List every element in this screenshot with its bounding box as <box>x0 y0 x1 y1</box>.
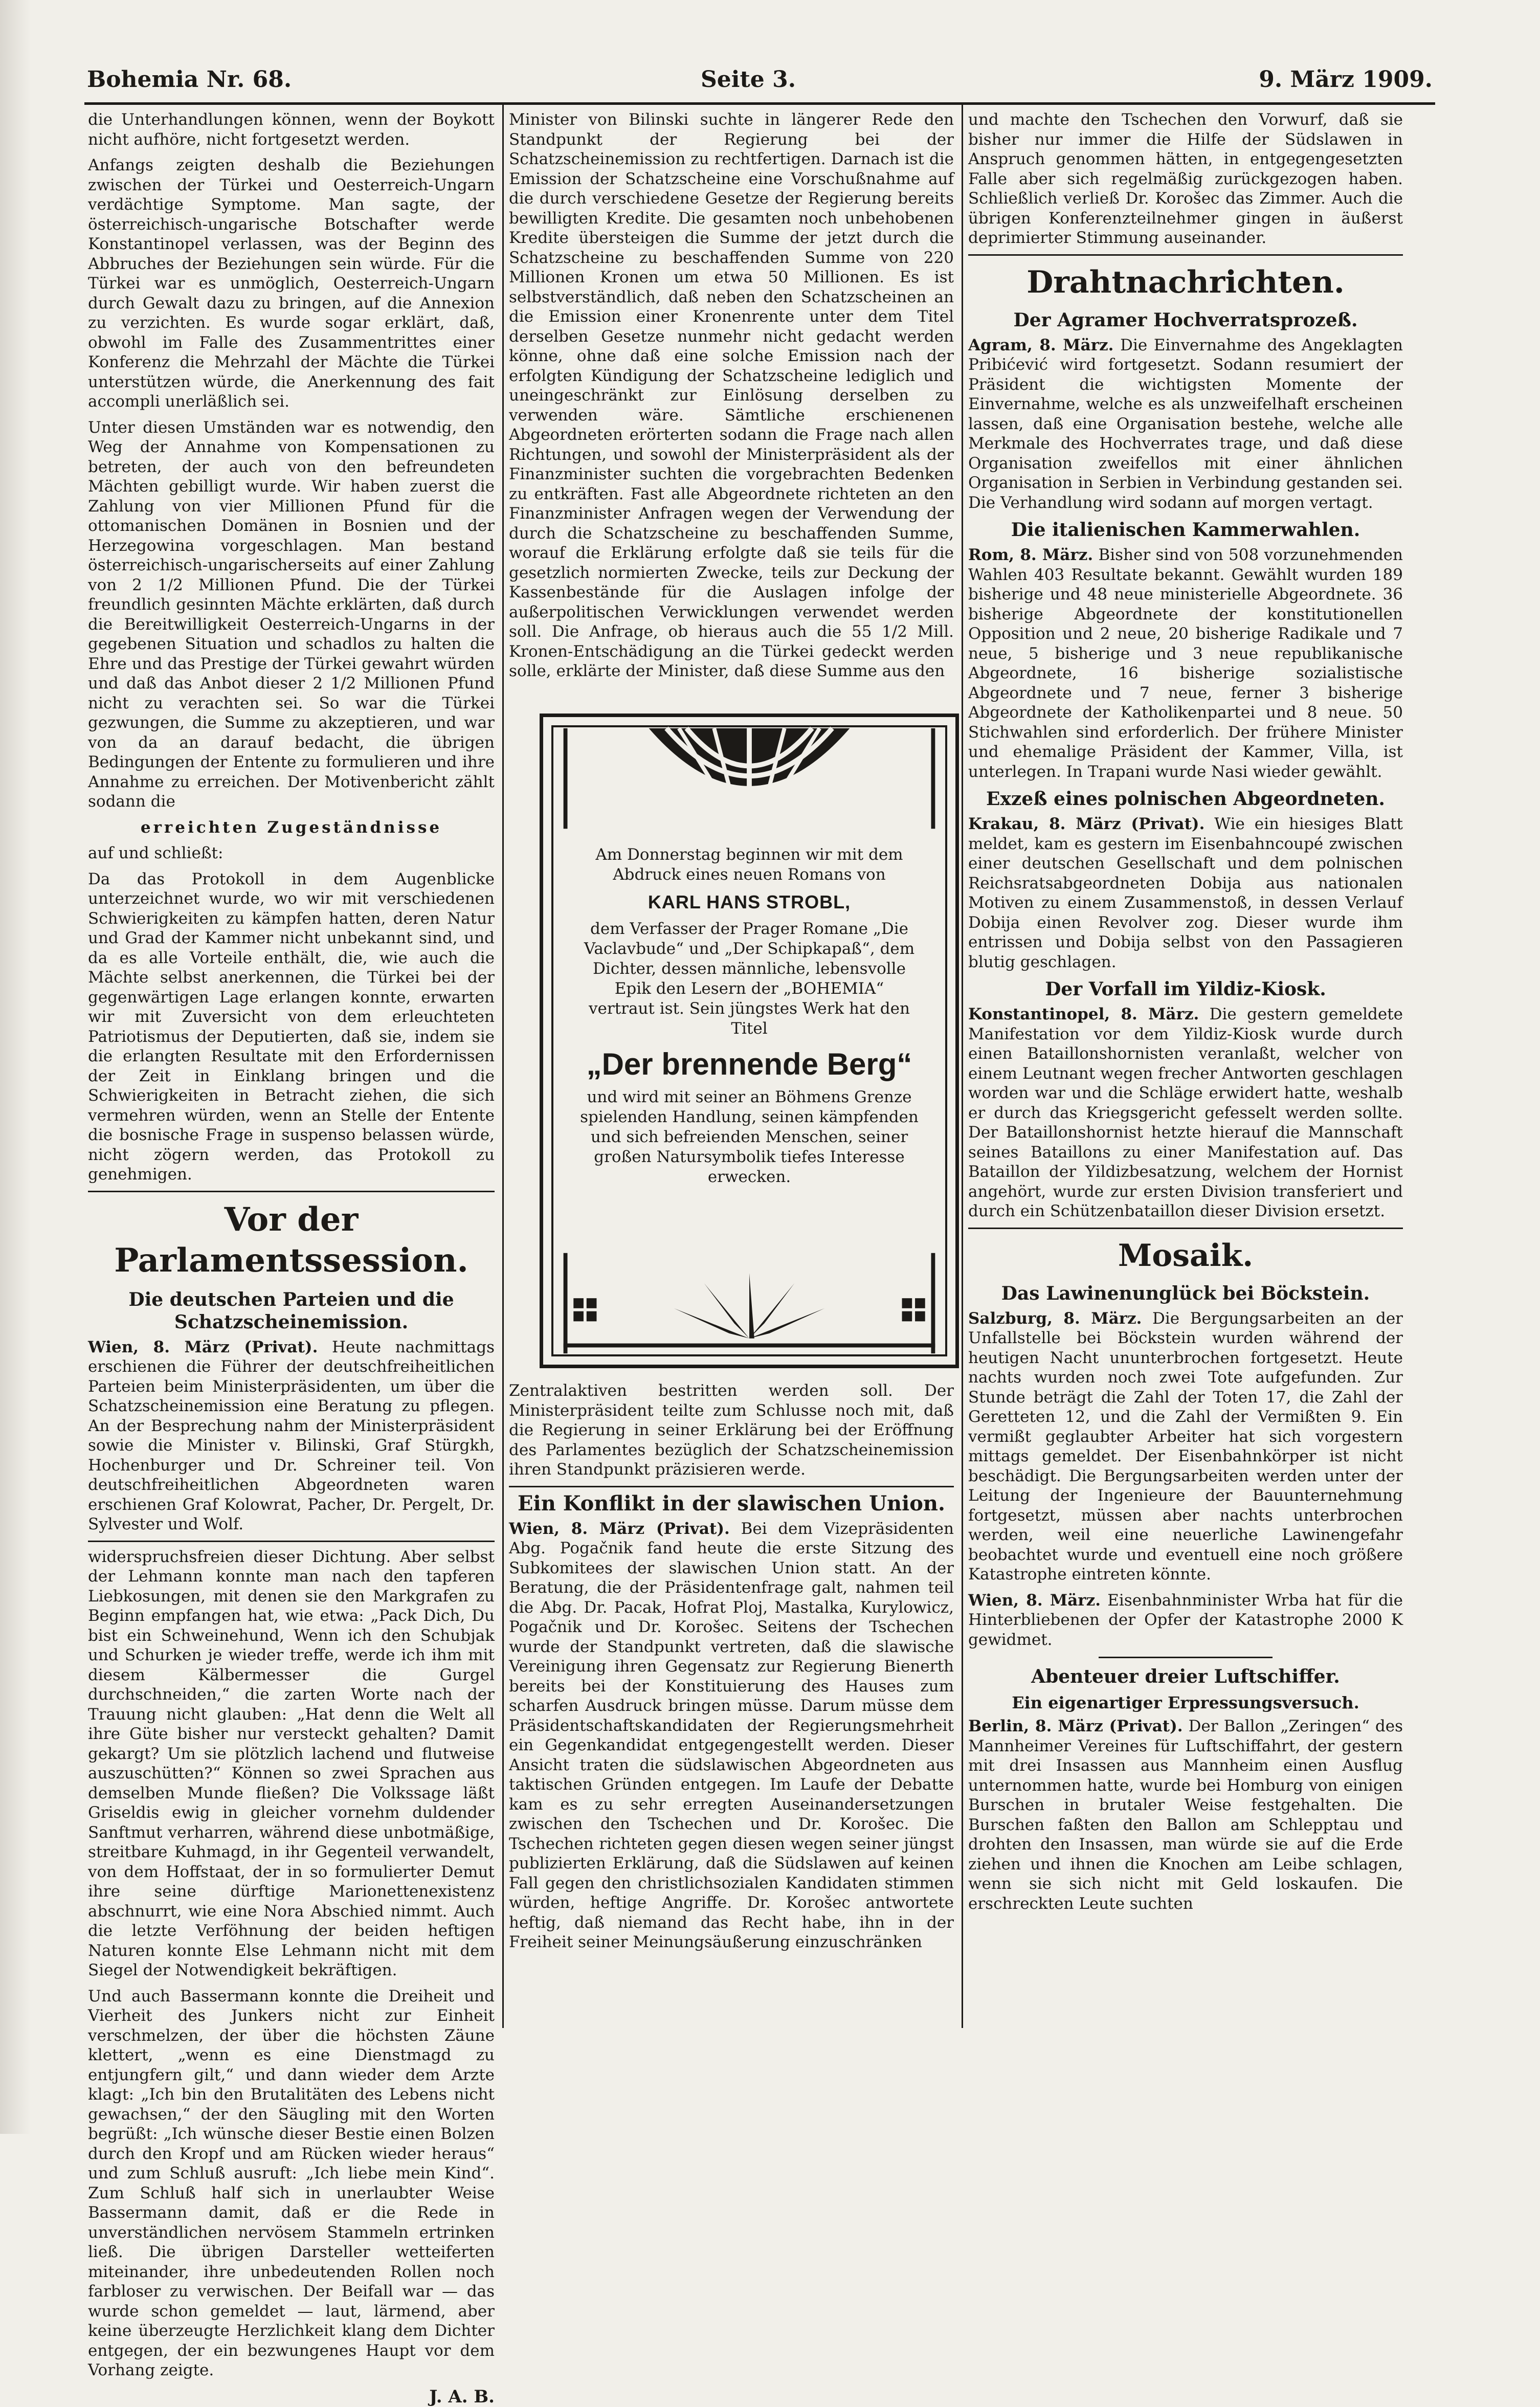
subheadline-yildiz-kiosk: Der Vorfall im Yildiz-Kiosk. <box>1045 978 1326 1000</box>
column-rule-1 <box>502 105 504 2028</box>
article-paragraph: widerspruchsfreien dieser Dichtung. Aber selbst der Lehmann konnte man nach den tapferen Liebkosungen, mit denen sie den Markgrafen zu Beginn empfangen hat, wie etwa: „Pack Dich, Du bist ein Schweinehund, Wenn ich den Schubjak und Schurken je wieder treffe, werde ich ihm mit diesem Kälbermesser die Gurgel durchschneiden,“ die zarten Worte nach der Trauung nicht glauben: „Hat denn die Welt all ihre Güte bisher nur versteckt gehalten? Damit gekargt? Um sie plötzlich lachend und flutweise auszuschütten?“ Können so zwei Sprachen aus demselben Munde fließen? Die Volkssage läßt Griseldis ewig in gleicher vornehm duldender Sanftmut verharren, während diese unbotmäßige, streitbare Kuhmagd, in ihr Gegenteil verwandelt, von dem Hoffstaat, der in so formulierter Demut ihre seine dürftige Marionettenexistenz abschnurrt, wie eine Nora Abschied nimmt. Auch die letzte Verföhnung der beiden heftigen Naturen konnte Else Lehmann nicht mit dem Siegel der Notwendigkeit bekräftigen. <box>88 1547 495 1979</box>
article-paragraph: Und auch Bassermann konnte die Dreiheit und Vierheit des Junkers nicht zur Einheit verschmelzen, der über die höchsten Zäune klettert, „wenn es eine Dienstmagd zu entjungfern gilt,“ und dann wieder dem Arzte klagt: „Ich bin den Brutalitäten des Lebens nicht gewachsen,“ der den Säugling mit den Worten begrüßt: „Ich wünsche dieser Bestie einen Bolzen durch den Kropf und am Rücken wieder heraus“ und zum Schluß ausruft: „Ich liebe mein Kind“. Zum Schluß half sich in unerlaubter Weise Bassermann damit, daß er die Rede in unverständlichen nervösem Stammeln ertrinken ließ. Die übrigen Darsteller wetteiferten miteinander, ihre unbedeutenden Rollen noch farbloser zu verwischen. Der Beifall war — das wurde schon gemeldet — laut, lärmend, aber keine überzeugte Herzlichkeit klang dem Dichter entgegen, der ein bezwungenes Haupt vor dem Vorhang zeigte. <box>88 1987 495 2379</box>
column-rule-2 <box>962 105 963 2028</box>
headline-wire-news: Drahtnachrichten. <box>1026 264 1345 300</box>
dateline: Wien, 8. März (Privat). <box>88 1338 318 1356</box>
page-number: Seite 3. <box>701 66 796 93</box>
article-text: Heute nachmittags erschienen die Führer der deutschfreiheitlichen Parteien beim Ministerpräsidenten, um über die Schatzscheinemission eine Beratung zu pflegen. An der Besprechung nahm der Ministerpräsident sowie die Minister v. Bilinski, Graf Stürgkh, Hochenburger und Dr. Schreiner teil. Von deutschfreiheitlichen Abgeordneten waren erschienen Graf Kolowrat, Pacher, Dr. Pergelt, Dr. Sylvester und Wolf. <box>88 1338 495 1533</box>
article-text: Die gestern gemeldete Manifestation vor dem Yildiz-Kiosk wurde durch einen Bataillonshornisten veranlaßt, welcher von einem Leutnant wegen frecher Antworten geschlagen worden war und die Schläge erwidert hatte, weshalb er durch das Kriegsgericht gefesselt werden sollte. Der Bataillonshornist hetzte hierauf die Mannschaft seines Bataillons zu einer Manifestation auf. Das Bataillon der Yildizbesatzung, welchem der Hornist angehört, wurde zur ersten Division transferiert und durch ein Schützenbataillon dieser Division ersetzt. <box>968 1005 1403 1220</box>
article-paragraph: auf und schließt: <box>88 844 224 862</box>
headline-slavic-union: Ein Konflikt in der slawischen Union. <box>518 1491 945 1515</box>
headline-parliament-session: Vor der Parlamentssession. <box>114 1200 468 1280</box>
dateline: Wien, 8. März. <box>968 1591 1101 1610</box>
subheadline-agram-trial: Der Agramer Hochverratsprozeß. <box>1013 309 1358 331</box>
article-text: Wie ein hiesiges Blatt meldet, kam es gestern im Eisenbahncoupé zwischen einer deutschen Gesellschaft und dem polnischen Reichsratsabgeordneten Dobija aus nationalen Motiven zu einem Zusammenstoß, in dessen Verlauf Dobija einen Revolver zog. Dieser wurde ihm entrissen und Dobija selbst von den Passagieren blutig geschlagen. <box>968 815 1403 971</box>
announcement-text <box>580 845 919 1187</box>
dateline: Berlin, 8. März (Privat). <box>968 1717 1183 1735</box>
article-text: Eisenbahnminister Wrba hat für die Hinterbliebenen der Opfer der Katastrophe 2000 K gewidmet. <box>968 1591 1403 1649</box>
subheadline-extortion: Ein eigenartiger Erpressungsversuch. <box>1012 1693 1359 1712</box>
announcement-closing: und wird mit seiner an Böhmens Grenze spielenden Handlung, seinen kämpfenden und sich befreienden Menschen, seiner großen Natursymbolik tiefes Interesse erwecken. <box>580 1088 919 1186</box>
dateline: Konstantinopel, 8. März. <box>968 1005 1199 1023</box>
column-2-top <box>509 110 954 703</box>
announcement-intro: Am Donnerstag beginnen wir mit dem Abdruck eines neuen Romans von <box>595 845 903 884</box>
subheadline-german-parties: Die deutschen Parteien und die Schatzscheinemission. <box>128 1288 454 1333</box>
section-divider <box>968 254 1403 256</box>
column-2-bottom <box>509 1381 954 2020</box>
short-divider <box>1099 1657 1273 1658</box>
article-text: Bisher sind von 508 vorzunehmenden Wahlen 403 Resultate bekannt. Gewählt wurden 189 bisherige und 48 neue ministerielle Abgeordnete. 36 bisherige Abgeordnete der konstitutionellen Opposition und 2 neue, 20 bisherige Radikale und 7 neue, 5 bisherige und 3 neue republikanische Abgeordnete, 16 bisherige sozialistische Abgeordnete und 7 neue, ferner 3 bisherige Abgeordnete der Katholikenpartei und 8 neue. 50 Stichwahlen sind erforderlich. Der frühere Minister und ehemalige Präsident der Kammer, Villa, ist unterlegen. In Trapani wurde Nasi wieder gewählt. <box>968 546 1403 781</box>
section-divider <box>968 1228 1403 1229</box>
article-paragraph: Da das Protokoll in dem Augenblicke unterzeichnet wurde, wo wir mit verschiedenen Schwierigkeiten zu kämpfen hatten, deren Natur und Grad der Kammer nicht unbekannt sind, und da es alle Vorteile enthält, die, wie auch die Mächte selbst anerkennen, die Türkei bei der gegenwärtigen Lage erlangen konnte, erwarten wir mit Zuversicht von dem erleuchteten Patriotismus der Deputierten, daß sie, indem sie die erlangten Resultate mit den Erfordernissen der Zeit in Einklang bringen und die Schwierigkeiten in Betracht ziehen, die sich vermehren würden, wenn an Stelle der Entente die bosnische Frage in suspenso belassen würde, nicht zögern werden, das Protokoll zu genehmigen. <box>88 870 495 1184</box>
announcement-inner-frame <box>551 725 947 1356</box>
article-text: Die Einvernahme des Angeklagten Pribićević wird fortgesetzt. Sodann resumiert der Präsident die wichtigsten Momente der Einvernahme, welche es als unzweifelhaft erscheinen lassen, daß eine Organisation bestehe, welche alle Merkmale des Hochverrates trage, und daß diese Organisation zweifellos mit einer ähnlichen Organisation in Serbien in Verbindung gestanden sei. Die Verhandlung wird sodann auf morgen vertagt. <box>968 336 1403 512</box>
article-paragraph: die Unterhandlungen können, wenn der Boykott nicht aufhöre, nicht fortgesetzt werden. <box>88 110 495 149</box>
headline-mosaic: Mosaik. <box>1118 1237 1254 1274</box>
author-name: KARL HANS STROBL, <box>648 892 851 912</box>
novel-announcement-box <box>540 714 959 1368</box>
dateline: Rom, 8. März. <box>968 546 1093 564</box>
floral-ornament-icon <box>553 1252 945 1354</box>
concessions-heading: erreichten Zugeständnisse <box>140 818 442 837</box>
article-paragraph: und machte den Tschechen den Vorwurf, daß sie bisher nur immer die Hilfe der Südslawen in Anspruch genommen hätten, in entgegengesetzten Falle aber sich regelmäßig zurückgezogen haben. Schließlich verließ Dr. Korošec das Zimmer. Auch die übrigen Konferenzteilnehmer gingen in äußerst deprimierter Stimmung auseinander. <box>968 110 1403 247</box>
section-divider <box>88 1191 495 1192</box>
subheadline-balloonists: Abenteuer dreier Luftschiffer. <box>1031 1666 1340 1687</box>
section-divider <box>88 1541 495 1542</box>
subheadline-polish-deputy: Exzeß eines polnischen Abgeordneten. <box>986 788 1385 810</box>
column-1 <box>88 110 495 2407</box>
article-text: Die Bergungsarbeiten an der Unfallstelle bei Böckstein wurden während der heutigen Nacht ununterbrochen fortgesetzt. Heute nachts wurden noch zwei Tote aufgefunden. Zur Stunde beträgt die Zahl der Toten 17, die Zahl der Geretteten 12, und die Zahl der Vermißten 9. Ein vermißt geglaubter Arbeiter hat sich vorgestern mittags gemeldet. Der Eisenbahnkörper ist nicht beschädigt. Die Bergungsarbeiten werden unter der Leitung der Ingenieure der Bauunternehmung fortgesetzt, müssen aber nachts unterbrochen werden, weil eine neuerliche Lawinengefahr beobachtet wurde und eventuell eine noch größere Katastrophe eintreten könnte. <box>968 1309 1403 1584</box>
dateline: Wien, 8. März (Privat). <box>509 1519 730 1538</box>
dateline: Krakau, 8. März (Privat). <box>968 815 1205 833</box>
article-paragraph: Zentralaktiven bestritten werden soll. Der Ministerpräsident teilte zum Schlusse noch mit, daß die Regierung in seiner Erklärung bei der Eröffnung des Parlamentes bezüglich der Schatzscheinemission ihren Standpunkt präzisieren werde. <box>509 1381 954 1479</box>
article-paragraph: Unter diesen Umständen war es notwendig, den Weg der Annahme von Kompensationen zu betreten, der auch von den befreundeten Mächten gebilligt wurde. Wir haben zuerst die Zahlung von vier Millionen Pfund für die ottomanischen Domänen in Bosnien und der Herzegowina vorgeschlagen. Man bestand österreichisch-ungarischerseits auf einer Zahlung von 2 1/2 Millionen Pfund. Die der Türkei freundlich gesinnten Mächte erklärten, daß durch die Bereitwilligkeit Oesterreich-Ungarns in der gegebenen Situation und schadlos zu halten die Ehre und das Prestige der Türkei gewahrt würden und daß das Anbot dieser 2 1/2 Millionen Pfund nicht zu verachten sei. So war die Türkei gezwungen, die Summe zu akzeptieren, und war von da an darauf bedacht, die übrigen Bedingungen der Entente zu formulieren und ihre Annahme zu erreichen. Der Motivenbericht zählt sodann die <box>88 418 495 811</box>
dateline: Agram, 8. März. <box>968 336 1114 354</box>
author-signature: J. A. B. <box>429 2386 495 2407</box>
page-header <box>87 66 1433 102</box>
issue-number: Bohemia Nr. 68. <box>87 66 292 93</box>
section-divider <box>509 1486 954 1487</box>
article-paragraph: Minister von Bilinski suchte in längerer Rede den Standpunkt der Regierung bei der Schatzscheinemission zu rechtfertigen. Darnach ist die Emission der Schatzscheine eine Vorschußnahme auf die durch verschiedene Gesetze der Regierung bereits bewilligten Kredite. Die gesamten noch unbehobenen Kredite übersteigen die Summe der jetzt durch die Schatzscheine zu beschaffenden Summe von 220 Millionen Kronen um etwa 50 Millionen. Es ist selbstverständlich, daß neben den Schatzscheinen an die Emission einer Kronenrente unter dem Titel derselben Gesetze nunmehr nicht gedacht werden könne, ohne daß eine solche Emission nach der erfolgten Kündigung der Schatzscheine lediglich und uneingeschränkt zur Einlösung derselben zu verwenden wäre. Sämtliche erschienenen Abgeordneten erörterten sodann die Frage nach allen Richtungen, und sowohl der Ministerpräsident als der Finanzminister suchten die vorgebrachten Bedenken zu entkräften. Fast alle Abgeordnete richteten an den Finanzminister Anfragen wegen der Verwendung der durch die Schatzscheine zu beschaffenden Summe, worauf die Erklärung erfolgte daß sie teils für die gesetzlich normierten Zwecke, teils zur Deckung der Kassenbestände für die Auslagen infolge der außerpolitischen Verwicklungen verwendet werden soll. Die Anfrage, ob hieraus auch die 55 1/2 Mill. Kronen-Entschädigung an die Türkei gedeckt werden solle, erklärte der Minister, daß diese Summe aus den <box>509 110 954 680</box>
column-3 <box>968 110 1403 2023</box>
dateline: Salzburg, 8. März. <box>968 1309 1142 1328</box>
subheadline-italian-elections: Die italienischen Kammerwahlen. <box>1011 519 1360 541</box>
subheadline-avalanche: Das Lawinenunglück bei Böckstein. <box>1001 1282 1370 1304</box>
page-edge-shadow <box>0 0 31 2134</box>
issue-date: 9. März 1909. <box>1259 66 1433 93</box>
novel-title: „Der brennende Berg“ <box>586 1047 912 1081</box>
fan-ornament-icon <box>553 727 945 835</box>
article-paragraph: Anfangs zeigten deshalb die Beziehungen zwischen der Türkei und Oesterreich-Ungarn verdächtige Symptome. Man sagte, der österreichisch-ungarische Botschafter werde Konstantinopel verlassen, was der Beginn des Abbruches der Beziehungen sein würde. Für die Türkei war es unmöglich, Oesterreich-Ungarn durch Gewalt dazu zu bringen, auf die Annexion zu verzichten. Es wurde sogar erklärt, daß, obwohl im Falle des Zusammentrittes einer Konferenz die Mehrzahl der Mächte die Türkei unterstützen würde, die Anerkennung des fait accompli unerläßlich sei. <box>88 156 495 411</box>
article-text: Der Ballon „Zeringen“ des Mannheimer Vereines für Luftschiffahrt, der gestern mit drei Insassen aus Mannheim einen Ausflug unternommen hatte, wurde bei Homburg von einigen Burschen in brutaler Weise festgehalten. Die Burschen faßten den Ballon am Schlepptau und drohten den Insassen, man würde sie auf die Erde ziehen und ihnen die Knochen am Leibe schlagen, wenn sie sich nicht mit Geld loskaufen. Die erschreckten Leute suchten <box>968 1717 1403 1913</box>
article-text: Bei dem Vizepräsidenten Abg. Pogačnik fand heute die erste Sitzung des Subkomitees der slawischen Union statt. An der Beratung, die der Präsidentenfrage galt, nahmen teil die Abg. Dr. Pacak, Hofrat Ploj, Mastalka, Kurylowicz, Pogačnik und Dr. Korošec. Seitens der Tschechen wurde der Standpunkt vertreten, daß die slawische Vereinigung ihren Gegensatz zur Regierung Bienerth bereits bei der Konstituierung des Hauses zum scharfen Ausdruck bringen müsse. Darum müsse dem Präsidentschaftskandidaten der Regierungsmehrheit ein Gegenkandidat entgegengestellt werden. Dieser Ansicht traten die südslawischen Abgeordneten aus taktischen Gründen entgegen. Im Laufe der Debatte kam es zu sehr erregten Auseinandersetzungen zwischen den Tschechen und Dr. Korošec. Die Tschechen richteten gegen diesen wegen seiner jüngst publizierten Erklärung, daß die Südslawen auf keinen Fall gegen den christlichsozialen Kandidaten stimmen würden, heftige Angriffe. Dr. Korošec antwortete heftig, daß niemand das Recht habe, ihn in der Freiheit seiner Meinungsäußerung einzuschränken <box>509 1519 954 1951</box>
header-rule <box>84 102 1435 105</box>
announcement-description: dem Verfasser der Prager Romane „Die Vaclavbude“ und „Der Schipkapaß“, dem Dichter, dessen männliche, lebensvolle Epik den Lesern der „BOHEMIA“ vertraut ist. Sein jüngstes Werk hat den Titel <box>584 920 915 1038</box>
